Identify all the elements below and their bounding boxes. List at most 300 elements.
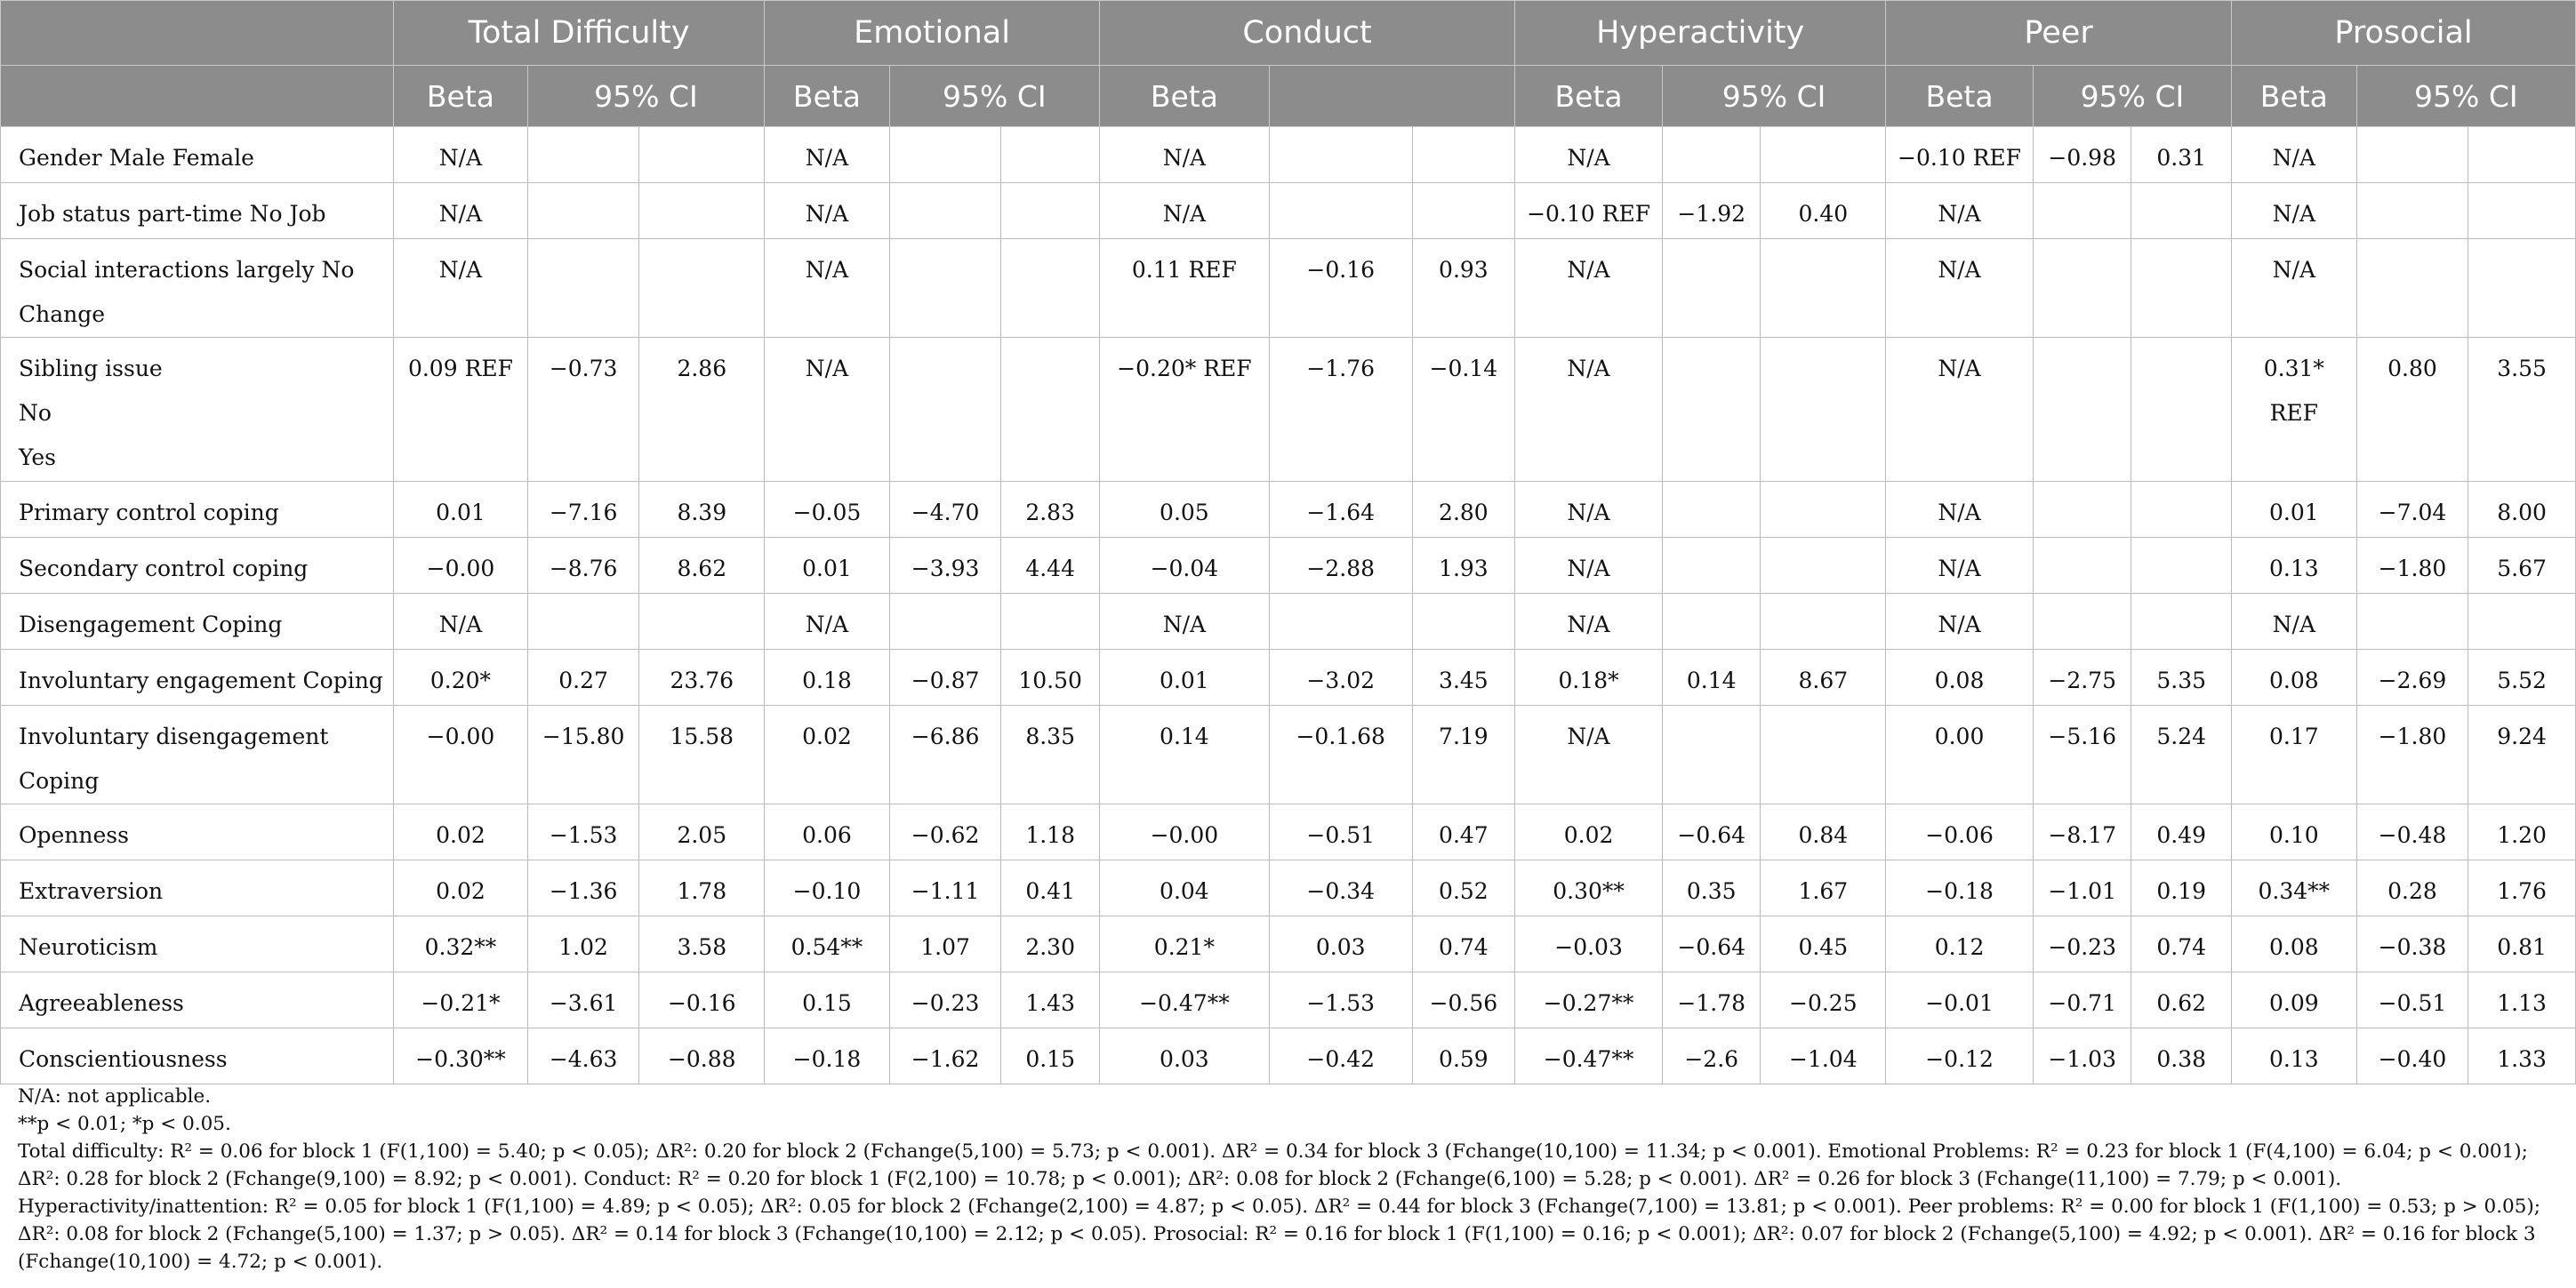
table-cell: 0.47 xyxy=(1412,804,1515,860)
table-cell: 2.86 xyxy=(639,338,765,482)
row-label xyxy=(1,916,394,972)
table-cell: 9.24 xyxy=(2468,706,2576,804)
table-cell: −0.48 xyxy=(2356,804,2468,860)
table-cell: 0.84 xyxy=(1761,804,1886,860)
subheader-beta: Beta xyxy=(1886,66,2034,127)
table-body xyxy=(1,127,2576,1084)
row-label xyxy=(1,972,394,1028)
table-cell: 7.19 xyxy=(1412,706,1515,804)
table-cell: −1.53 xyxy=(527,804,639,860)
table-cell: −0.00 xyxy=(1099,804,1269,860)
table-cell: 1.33 xyxy=(2468,1028,2576,1084)
table-cell: −4.70 xyxy=(889,482,1001,538)
table-cell: 1.13 xyxy=(2468,972,2576,1028)
table-cell: −0.87 xyxy=(889,650,1001,706)
table-cell: −0.47** xyxy=(1099,972,1269,1028)
table-cell xyxy=(1269,127,1412,183)
table-cell: 0.32** xyxy=(394,916,528,972)
table-cell xyxy=(1412,127,1515,183)
group-header-total: Total Difficulty xyxy=(394,1,765,66)
table-cell: 0.08 xyxy=(2231,650,2356,706)
table-cell: 2.05 xyxy=(639,804,765,860)
group-header-peer: Peer xyxy=(1886,1,2232,66)
table-cell: −0.42 xyxy=(1269,1028,1412,1084)
subheader-beta: Beta xyxy=(2231,66,2356,127)
table-cell: −1.36 xyxy=(527,860,639,916)
table-cell: N/A xyxy=(394,127,528,183)
table-cell xyxy=(527,183,639,239)
row-label xyxy=(1,804,394,860)
table-cell: −0.16 xyxy=(639,972,765,1028)
table-cell: −0.20* REF xyxy=(1099,338,1269,482)
row-label xyxy=(1,183,394,239)
table-cell: 0.01 xyxy=(2231,482,2356,538)
table-cell: −1.62 xyxy=(889,1028,1001,1084)
table-cell: −0.18 xyxy=(1886,860,2034,916)
table-cell: 0.41 xyxy=(1001,860,1100,916)
row-label-line: Sibling issue xyxy=(19,356,163,381)
table-cell: −2.75 xyxy=(2033,650,2131,706)
table-cell xyxy=(2033,183,2131,239)
table-cell: 0.01 xyxy=(765,538,890,594)
group-header-hyperactivity: Hyperactivity xyxy=(1515,1,1886,66)
table-cell: −1.92 xyxy=(1662,183,1761,239)
row-label-line: Primary control coping xyxy=(19,500,279,525)
table-cell: N/A xyxy=(394,239,528,338)
table-cell: 8.00 xyxy=(2468,482,2576,538)
subheader-beta: Beta xyxy=(394,66,528,127)
table-cell xyxy=(2468,127,2576,183)
row-label-line: Neuroticism xyxy=(19,934,158,960)
table-cell xyxy=(889,183,1001,239)
subheader-beta: Beta xyxy=(1515,66,1663,127)
table-cell: N/A xyxy=(765,127,890,183)
table-cell: −1.04 xyxy=(1761,1028,1886,1084)
table-row xyxy=(1,650,2576,706)
table-cell xyxy=(2033,538,2131,594)
note-significance: **p < 0.01; *p < 0.05. xyxy=(18,1113,231,1135)
subheader-ci: 95% CI xyxy=(1662,66,1885,127)
table-cell: 0.13 xyxy=(2231,538,2356,594)
group-header-conduct: Conduct xyxy=(1099,1,1514,66)
table-cell xyxy=(527,594,639,650)
table-cell: −0.64 xyxy=(1662,804,1761,860)
table-cell: N/A xyxy=(765,239,890,338)
row-label-line: Conscientiousness xyxy=(19,1046,228,1072)
table-cell xyxy=(889,239,1001,338)
table-cell: 8.62 xyxy=(639,538,765,594)
table-cell: 1.07 xyxy=(889,916,1001,972)
table-cell xyxy=(639,127,765,183)
table-cell xyxy=(2131,338,2232,482)
table-cell: 0.31* REF xyxy=(2231,338,2356,482)
group-header-prosocial: Prosocial xyxy=(2231,1,2575,66)
table-cell: 23.76 xyxy=(639,650,765,706)
row-label xyxy=(1,239,394,338)
table-cell: 0.74 xyxy=(2131,916,2232,972)
table-cell: −0.47** xyxy=(1515,1028,1663,1084)
table-cell xyxy=(2131,482,2232,538)
table-cell: N/A xyxy=(394,594,528,650)
table-cell: −0.23 xyxy=(2033,916,2131,972)
subheader-beta: Beta xyxy=(1099,66,1269,127)
table-cell xyxy=(1761,538,1886,594)
table-cell: N/A xyxy=(2231,127,2356,183)
table-cell: −0.12 xyxy=(1886,1028,2034,1084)
table-cell: 1.18 xyxy=(1001,804,1100,860)
table-cell: N/A xyxy=(1886,482,2034,538)
table-cell: 0.15 xyxy=(765,972,890,1028)
table-cell: N/A xyxy=(1515,706,1663,804)
row-label xyxy=(1,706,394,804)
table-cell: −0.71 xyxy=(2033,972,2131,1028)
table-cell: 0.18* xyxy=(1515,650,1663,706)
table-cell: −0.10 REF xyxy=(1886,127,2034,183)
subheader-ci xyxy=(1269,66,1514,127)
table-cell: 0.04 xyxy=(1099,860,1269,916)
table-cell: 3.55 xyxy=(2468,338,2576,482)
table-cell: N/A xyxy=(1515,239,1663,338)
row-label-line: Yes xyxy=(19,444,56,470)
table-cell: 0.34** xyxy=(2231,860,2356,916)
table-cell: −0.25 xyxy=(1761,972,1886,1028)
table-row xyxy=(1,538,2576,594)
table-cell: −0.00 xyxy=(394,706,528,804)
table-cell: 0.54** xyxy=(765,916,890,972)
row-label-line: Extraversion xyxy=(19,878,164,904)
table-cell xyxy=(1761,338,1886,482)
table-notes xyxy=(18,1083,2561,1276)
corner-header xyxy=(1,1,394,66)
table-cell: −1.03 xyxy=(2033,1028,2131,1084)
subheader-ci: 95% CI xyxy=(889,66,1099,127)
table-cell xyxy=(2356,127,2468,183)
table-cell: −7.16 xyxy=(527,482,639,538)
table-cell xyxy=(1001,594,1100,650)
table-cell: N/A xyxy=(1886,594,2034,650)
table-cell: 5.35 xyxy=(2131,650,2232,706)
table-cell: 2.80 xyxy=(1412,482,1515,538)
table-cell: N/A xyxy=(394,183,528,239)
table-cell: 0.13 xyxy=(2231,1028,2356,1084)
table-cell: 1.67 xyxy=(1761,860,1886,916)
table-cell: 5.24 xyxy=(2131,706,2232,804)
table-cell: 1.76 xyxy=(2468,860,2576,916)
table-cell: −1.80 xyxy=(2356,706,2468,804)
table-cell: 0.62 xyxy=(2131,972,2232,1028)
table-cell xyxy=(639,183,765,239)
table-cell: N/A xyxy=(1515,482,1663,538)
table-cell: 0.09 REF xyxy=(394,338,528,482)
table-cell: 1.93 xyxy=(1412,538,1515,594)
table-cell xyxy=(2356,183,2468,239)
table-cell: −0.21* xyxy=(394,972,528,1028)
subheader-beta: Beta xyxy=(765,66,890,127)
table-cell: −2.88 xyxy=(1269,538,1412,594)
table-cell: −0.56 xyxy=(1412,972,1515,1028)
table-cell: 1.43 xyxy=(1001,972,1100,1028)
table-cell: −0.1.68 xyxy=(1269,706,1412,804)
table-cell: −0.62 xyxy=(889,804,1001,860)
table-cell: 0.02 xyxy=(1515,804,1663,860)
table-cell xyxy=(2033,482,2131,538)
table-cell: −0.14 xyxy=(1412,338,1515,482)
table-cell: N/A xyxy=(2231,183,2356,239)
table-cell xyxy=(1001,239,1100,338)
table-cell: 0.06 xyxy=(765,804,890,860)
table-cell: 5.67 xyxy=(2468,538,2576,594)
table-cell: −0.18 xyxy=(765,1028,890,1084)
table-cell: N/A xyxy=(1099,183,1269,239)
table-cell xyxy=(1662,127,1761,183)
group-header-row xyxy=(1,1,2576,66)
table-cell: 0.74 xyxy=(1412,916,1515,972)
table-cell: 0.00 xyxy=(1886,706,2034,804)
table-cell xyxy=(527,127,639,183)
table-cell: 0.02 xyxy=(765,706,890,804)
table-cell: N/A xyxy=(765,338,890,482)
table-cell: −0.16 xyxy=(1269,239,1412,338)
table-cell xyxy=(1662,482,1761,538)
table-cell: −0.04 xyxy=(1099,538,1269,594)
table-cell: 10.50 xyxy=(1001,650,1100,706)
row-label xyxy=(1,860,394,916)
table-row xyxy=(1,482,2576,538)
note-summary: Total difficulty: R² = 0.06 for block 1 (F(1,100) = 5.40; p < 0.05); ΔR²: 0.20 for block 2 (Fchange(5,100) = 5.73; p < 0.001). ΔR² = 0.34 for block 3 (Fchange(10,100) = 11.34; p < 0.001). Emotional Problems: R² = 0.23 for block 1 (F(4,100) = 6.04; p < 0.001); ΔR²: 0.28 for block 2 (Fchange(9,100) = 8.92; p < 0.001). Conduct: R² = 0.20 for block 1 (F(2,100) = 10.78; p < 0.001); ΔR²: 0.08 for block 2 (Fchange(6,100) = 5.28; p < 0.001). ΔR² = 0.26 for block 3 (Fchange(11,100) = 7.79; p < 0.001). Hyperactivity/inattention: R² = 0.05 for block 1 (F(1,100) = 4.89; p < 0.05); ΔR²: 0.05 for block 2 (Fchange(2,100) = 4.87; p < 0.05). ΔR² = 0.44 for block 3 (Fchange(7,100) = 13.81; p < 0.001). Peer problems: R² = 0.00 for block 1 (F(1,100) = 0.53; p > 0.05); ΔR²: 0.08 for block 2 (Fchange(5,100) = 1.37; p > 0.05). ΔR² = 0.14 for block 3 (Fchange(10,100) = 2.12; p < 0.05). Prosocial: R² = 0.16 for block 1 (F(1,100) = 0.16; p < 0.001); ΔR²: 0.07 for block 2 (Fchange(5,100) = 4.92; p < 0.001). ΔR² = 0.16 for block 3 (Fchange(10,100) = 4.72; p < 0.001). xyxy=(18,1140,2541,1273)
table-cell: −1.76 xyxy=(1269,338,1412,482)
row-label xyxy=(1,538,394,594)
table-cell: 0.14 xyxy=(1662,650,1761,706)
table-cell: 0.59 xyxy=(1412,1028,1515,1084)
table-cell: 0.45 xyxy=(1761,916,1886,972)
table-cell: −1.80 xyxy=(2356,538,2468,594)
table-cell xyxy=(1761,594,1886,650)
table-cell: 0.93 xyxy=(1412,239,1515,338)
table-cell: 0.05 xyxy=(1099,482,1269,538)
table-cell: N/A xyxy=(1886,538,2034,594)
table-cell: 0.09 xyxy=(2231,972,2356,1028)
table-cell xyxy=(2033,338,2131,482)
table-cell: 0.30** xyxy=(1515,860,1663,916)
table-cell xyxy=(2131,239,2232,338)
table-cell xyxy=(2468,594,2576,650)
table-row xyxy=(1,706,2576,804)
row-label-line: Secondary control coping xyxy=(19,556,309,581)
table-cell: −0.88 xyxy=(639,1028,765,1084)
row-label-line: Involuntary engagement Coping xyxy=(19,668,383,693)
table-cell: −0.98 xyxy=(2033,127,2131,183)
table-cell: 1.20 xyxy=(2468,804,2576,860)
note-na: N/A: not applicable. xyxy=(18,1085,212,1108)
table-cell: −0.00 xyxy=(394,538,528,594)
table-cell: −1.64 xyxy=(1269,482,1412,538)
table-cell xyxy=(1761,706,1886,804)
table-cell xyxy=(1662,538,1761,594)
table-cell: −0.01 xyxy=(1886,972,2034,1028)
table-row xyxy=(1,916,2576,972)
subheader-ci: 95% CI xyxy=(2033,66,2231,127)
table-cell: 0.52 xyxy=(1412,860,1515,916)
table-row xyxy=(1,860,2576,916)
table-cell: 0.03 xyxy=(1099,1028,1269,1084)
table-cell: 2.83 xyxy=(1001,482,1100,538)
row-label-line: Agreeableness xyxy=(19,990,184,1016)
row-label-line: Coping xyxy=(19,768,100,794)
table-cell: −8.76 xyxy=(527,538,639,594)
table-cell: N/A xyxy=(2231,594,2356,650)
table-cell: N/A xyxy=(765,594,890,650)
table-cell: −6.86 xyxy=(889,706,1001,804)
row-label-line: Social interactions largely No xyxy=(19,257,355,283)
subheader-ci: 95% CI xyxy=(527,66,764,127)
table-cell: −15.80 xyxy=(527,706,639,804)
table-cell xyxy=(889,594,1001,650)
table-cell: 0.01 xyxy=(1099,650,1269,706)
row-label xyxy=(1,127,394,183)
table-cell xyxy=(2131,594,2232,650)
row-label-line: No xyxy=(19,400,52,426)
table-cell: 0.31 xyxy=(2131,127,2232,183)
table-cell: 15.58 xyxy=(639,706,765,804)
table-cell: −0.40 xyxy=(2356,1028,2468,1084)
corner-subheader xyxy=(1,66,394,127)
row-label xyxy=(1,594,394,650)
table-cell: 3.45 xyxy=(1412,650,1515,706)
table-cell: −3.02 xyxy=(1269,650,1412,706)
table-cell xyxy=(1761,239,1886,338)
row-label-line: Job status part-time No Job xyxy=(19,201,326,227)
table-cell: 0.38 xyxy=(2131,1028,2232,1084)
table-cell: 0.81 xyxy=(2468,916,2576,972)
table-row xyxy=(1,972,2576,1028)
table-cell: −0.05 xyxy=(765,482,890,538)
table-cell: −0.51 xyxy=(1269,804,1412,860)
table-cell: 8.35 xyxy=(1001,706,1100,804)
table-cell xyxy=(527,239,639,338)
group-header-emotional: Emotional xyxy=(765,1,1100,66)
table-cell xyxy=(889,338,1001,482)
table-cell: 0.15 xyxy=(1001,1028,1100,1084)
table-cell: 0.10 xyxy=(2231,804,2356,860)
table-cell: 0.18 xyxy=(765,650,890,706)
table-cell xyxy=(1001,338,1100,482)
table-cell: 0.08 xyxy=(2231,916,2356,972)
table-cell xyxy=(639,239,765,338)
row-label-line: Involuntary disengagement xyxy=(19,724,329,749)
row-label xyxy=(1,338,394,482)
table-cell: N/A xyxy=(1099,594,1269,650)
table-row xyxy=(1,1028,2576,1084)
table-cell: 0.02 xyxy=(394,804,528,860)
table-cell xyxy=(1662,239,1761,338)
table-cell xyxy=(2468,183,2576,239)
table-cell xyxy=(2131,538,2232,594)
table-cell: 1.02 xyxy=(527,916,639,972)
table-cell: N/A xyxy=(1886,338,2034,482)
row-label-line: Disengagement Coping xyxy=(19,612,283,637)
table-cell: N/A xyxy=(2231,239,2356,338)
table-cell: N/A xyxy=(1886,183,2034,239)
table-cell: 0.21* xyxy=(1099,916,1269,972)
table-cell: 0.11 REF xyxy=(1099,239,1269,338)
table-cell: −0.06 xyxy=(1886,804,2034,860)
row-label xyxy=(1,482,394,538)
table-cell: 0.35 xyxy=(1662,860,1761,916)
table-cell: 0.03 xyxy=(1269,916,1412,972)
table-cell: −7.04 xyxy=(2356,482,2468,538)
table-cell: −0.10 REF xyxy=(1515,183,1663,239)
table-cell: 4.44 xyxy=(1001,538,1100,594)
table-row xyxy=(1,338,2576,482)
table-cell: −0.03 xyxy=(1515,916,1663,972)
table-cell xyxy=(1761,127,1886,183)
table-cell xyxy=(889,127,1001,183)
table-cell xyxy=(2356,239,2468,338)
table-cell: 0.12 xyxy=(1886,916,2034,972)
table-cell: 1.78 xyxy=(639,860,765,916)
table-cell: 0.14 xyxy=(1099,706,1269,804)
table-cell: 0.20* xyxy=(394,650,528,706)
table-cell xyxy=(1412,594,1515,650)
table-cell: 0.49 xyxy=(2131,804,2232,860)
row-label-line: Change xyxy=(19,301,106,327)
row-label-line: Openness xyxy=(19,822,129,848)
table-cell: −5.16 xyxy=(2033,706,2131,804)
table-cell: 0.02 xyxy=(394,860,528,916)
table-row xyxy=(1,127,2576,183)
table-cell: −0.51 xyxy=(2356,972,2468,1028)
table-cell xyxy=(2468,239,2576,338)
table-cell: −4.63 xyxy=(527,1028,639,1084)
table-cell: −0.27** xyxy=(1515,972,1663,1028)
table-cell: 8.67 xyxy=(1761,650,1886,706)
table-cell: 0.28 xyxy=(2356,860,2468,916)
table-cell: N/A xyxy=(765,183,890,239)
table-cell: −2.6 xyxy=(1662,1028,1761,1084)
row-label xyxy=(1,650,394,706)
table-cell: −8.17 xyxy=(2033,804,2131,860)
table-cell: −3.93 xyxy=(889,538,1001,594)
table-cell: −0.10 xyxy=(765,860,890,916)
table-cell: 0.27 xyxy=(527,650,639,706)
table-cell: −1.01 xyxy=(2033,860,2131,916)
table-cell: 0.17 xyxy=(2231,706,2356,804)
table-cell xyxy=(2356,594,2468,650)
table-cell xyxy=(1761,482,1886,538)
table-cell xyxy=(1662,594,1761,650)
table-row xyxy=(1,594,2576,650)
table-cell xyxy=(2033,239,2131,338)
table-cell: N/A xyxy=(1515,594,1663,650)
table-cell: 8.39 xyxy=(639,482,765,538)
table-row xyxy=(1,804,2576,860)
table-cell: −0.23 xyxy=(889,972,1001,1028)
table-cell: N/A xyxy=(1886,239,2034,338)
table-cell xyxy=(2033,594,2131,650)
table-cell: −1.53 xyxy=(1269,972,1412,1028)
table-cell: 0.40 xyxy=(1761,183,1886,239)
table-cell: 5.52 xyxy=(2468,650,2576,706)
table-cell: N/A xyxy=(1515,338,1663,482)
table-cell: 3.58 xyxy=(639,916,765,972)
table-cell xyxy=(1001,183,1100,239)
table-cell: 0.01 xyxy=(394,482,528,538)
table-cell xyxy=(639,594,765,650)
table-cell: N/A xyxy=(1099,127,1269,183)
table-cell: −2.69 xyxy=(2356,650,2468,706)
table-cell: −0.73 xyxy=(527,338,639,482)
table-cell: −1.11 xyxy=(889,860,1001,916)
